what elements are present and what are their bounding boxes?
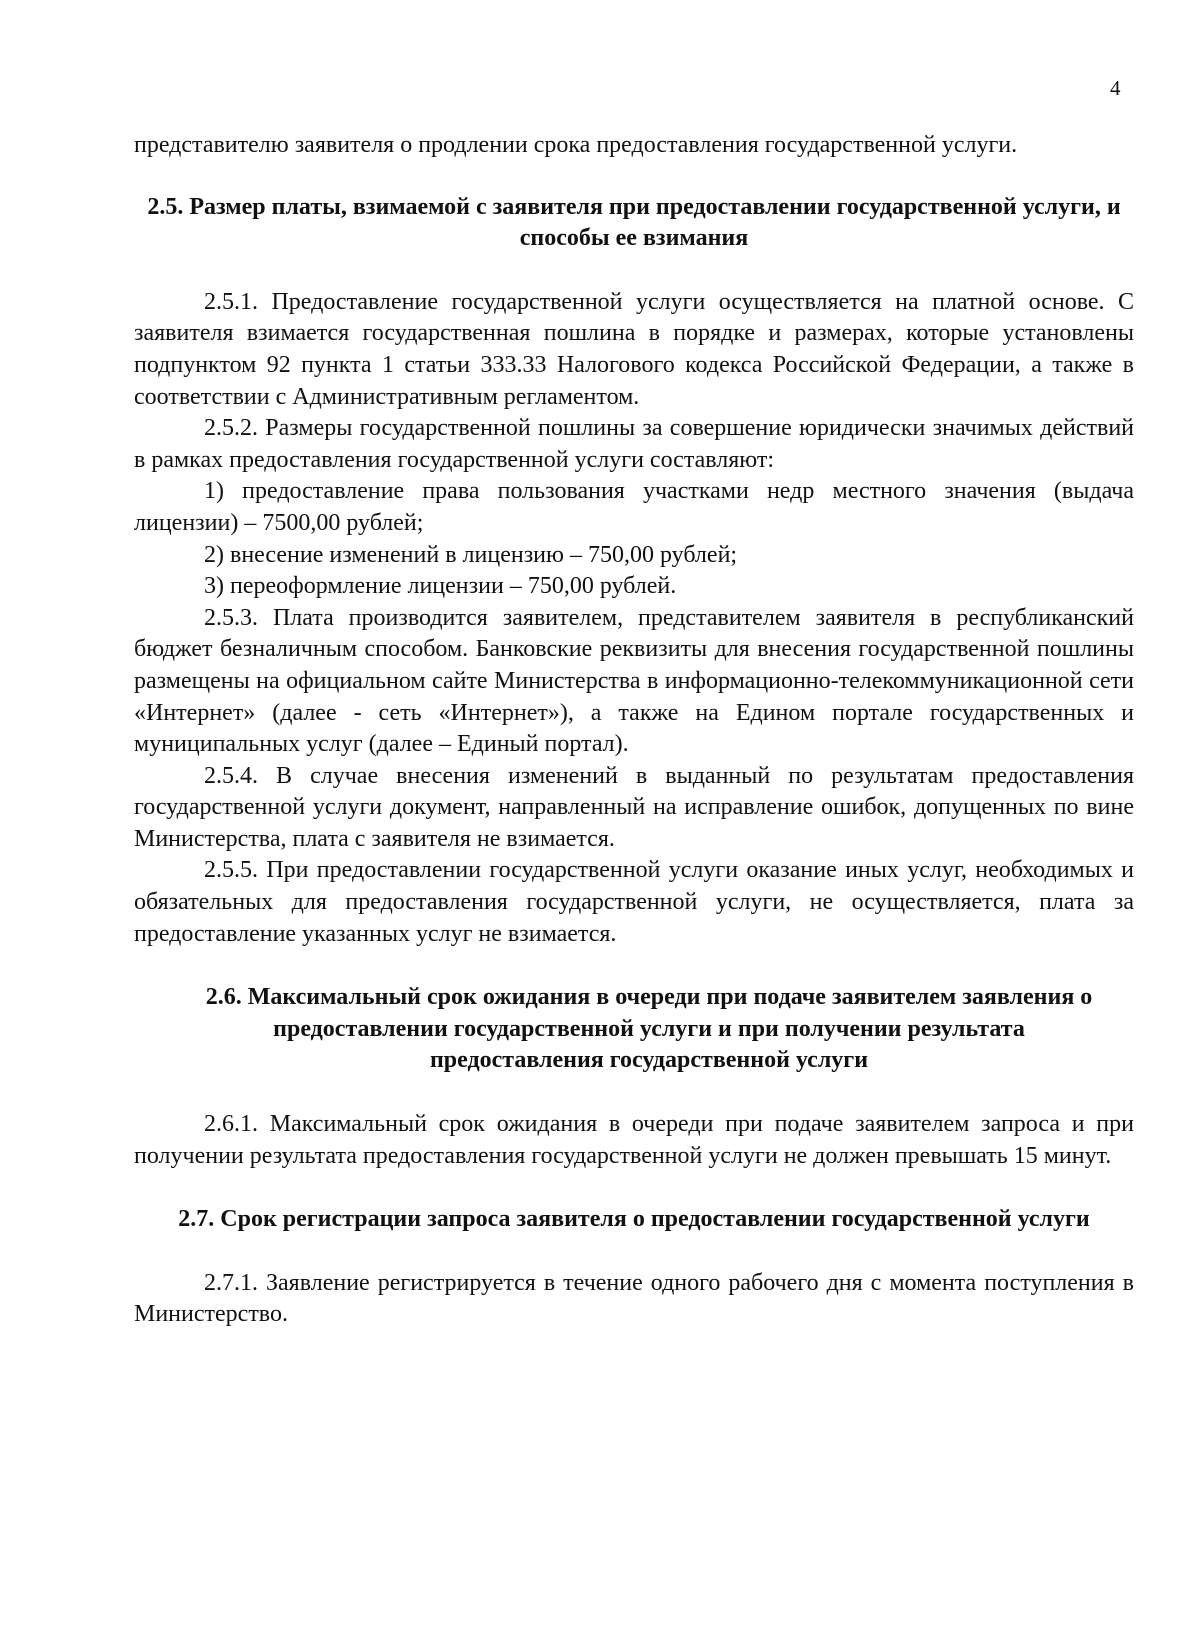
paragraph-2-5-4: 2.5.4. В случае внесения изменений в выданный по результатам предоставления государственной услуги документ, направленный на исправление ошибок, допущенных по вине Министерства, плата с заявителя не взимается.	[134, 762, 1134, 852]
paragraph-2-7-1: 2.7.1. Заявление регистрируется в течение одного рабочего дня с момента поступления в Министерство.	[134, 1269, 1134, 1328]
section-2-6-heading: 2.6. Максимальный срок ожидания в очереди при подаче заявителем заявления о предоставлении государственной услуги и при получении результата предоставления государственной услуги	[205, 984, 1093, 1074]
list-item-1: 1) предоставление права пользования участками недр местного значения (выдача лицензии) – 7500,00 рублей;	[134, 478, 1134, 536]
list-item-2: 2) внесение изменений в лицензию – 750,00 рублей;	[204, 541, 738, 568]
document-body	[134, 130, 1134, 1331]
intro-continuation: представителю заявителя о продлении срока предоставления государственной услуги.	[134, 132, 1018, 158]
section-2-7-heading: 2.7. Срок регистрации запроса заявителя о предоставлении государственной услуги	[178, 1206, 1090, 1233]
paragraph-2-5-2: 2.5.2. Размеры государственной пошлины за совершение юридически значимых действий в рамках предоставления государственной услуги составляют:	[134, 415, 1134, 473]
paragraph-2-5-5: 2.5.5. При предоставлении государственной услуги оказание иных услуг, необходимых и обязательных для предоставления государственной услуги, не осуществляется, плата за предоставление указанных услуг не взимается.	[134, 857, 1134, 947]
page-number: 4	[1110, 76, 1121, 100]
list-item-3: 3) переоформление лицензии – 750,00 рублей.	[204, 573, 677, 600]
section-2-5-heading: 2.5. Размер платы, взимаемой с заявителя при предоставлении государственной услуги, и способы ее взимания	[147, 193, 1121, 252]
paragraph-2-6-1: 2.6.1. Максимальный срок ожидания в очереди при подаче заявителем запроса и при получении результата предоставления государственной услуги не должен превышать 15 минут.	[134, 1111, 1134, 1169]
paragraph-2-5-3: 2.5.3. Плата производится заявителем, представителем заявителя в республиканский бюджет безналичным способом. Банковские реквизиты для внесения государственной пошлины размещены на официальном сайте Министерства в информационно-телекоммуникационной сети «Интернет» (далее - сеть «Интернет»), а также на Едином портале государственных и муниципальных услуг (далее – Единый портал).	[134, 604, 1134, 758]
paragraph-2-5-1: 2.5.1. Предоставление государственной услуги осуществляется на платной основе. С заявителя взимается государственная пошлина в порядке и размерах, которые установлены подпунктом 92 пункта 1 статьи 333.33 Налогового кодекса Российской Федерации, а также в соответствии с Административным регламентом.	[134, 288, 1134, 410]
